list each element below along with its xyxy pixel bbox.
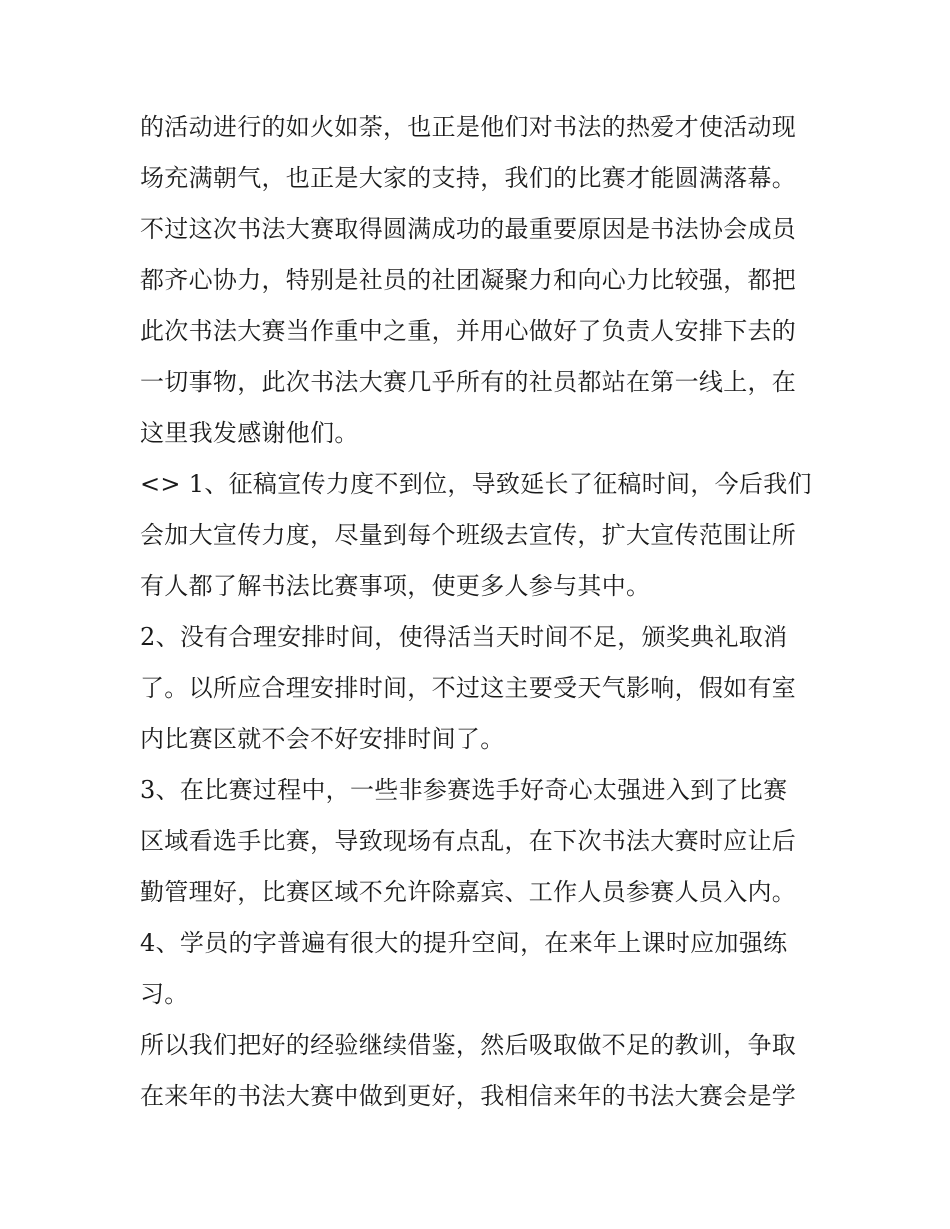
text-line: 3、在比赛过程中，一些非参赛选手好奇心太强进入到了比赛 xyxy=(140,776,788,804)
text-line: 此次书法大赛当作重中之重，并用心做好了负责人安排下去的 xyxy=(140,317,797,345)
text-line: 不过这次书法大赛取得圆满成功的最重要原因是书法协会成员 xyxy=(140,215,797,243)
text-line: 一切事物，此次书法大赛几乎所有的社员都站在第一线上，在 xyxy=(140,368,797,396)
text-line: 内比赛区就不会不好安排时间了。 xyxy=(140,725,505,753)
text-line: 所以我们把好的经验继续借鉴，然后吸取做不足的教训，争取 xyxy=(140,1031,797,1059)
text-line: 的活动进行的如火如荼，也正是他们对书法的热爱才使活动现 xyxy=(140,113,797,141)
text-line: 了。以所应合理安排时间，不过这主要受天气影响，假如有室 xyxy=(140,674,797,702)
text-line: 2、没有合理安排时间，使得活当天时间不足，颁奖典礼取消 xyxy=(140,623,788,651)
text-line: 4、学员的字普遍有很大的提升空间，在来年上课时应加强练 xyxy=(140,929,788,957)
text-line: 有人都了解书法比赛事项，使更多人参与其中。 xyxy=(140,572,651,600)
text-line: 这里我发感谢他们。 xyxy=(140,419,359,447)
text-line: 场充满朝气，也正是大家的支持，我们的比赛才能圆满落幕。 xyxy=(140,164,797,192)
text-line: 习。 xyxy=(140,980,189,1008)
text-line: 会加大宣传力度，尽量到每个班级去宣传，扩大宣传范围让所 xyxy=(140,521,797,549)
text-line: 区域看选手比赛，导致现场有点乱，在下次书法大赛时应让后 xyxy=(140,827,797,855)
text-line: 在来年的书法大赛中做到更好，我相信来年的书法大赛会是学 xyxy=(140,1082,797,1110)
text-line: <> 1、征稿宣传力度不到位，导致延长了征稿时间，今后我们 xyxy=(140,470,812,498)
text-line: 勤管理好，比赛区域不允许除嘉宾、工作人员参赛人员入内。 xyxy=(140,878,797,906)
text-line: 都齐心协力，特别是社员的社团凝聚力和向心力比较强，都把 xyxy=(140,266,797,294)
document-body xyxy=(140,102,820,1122)
